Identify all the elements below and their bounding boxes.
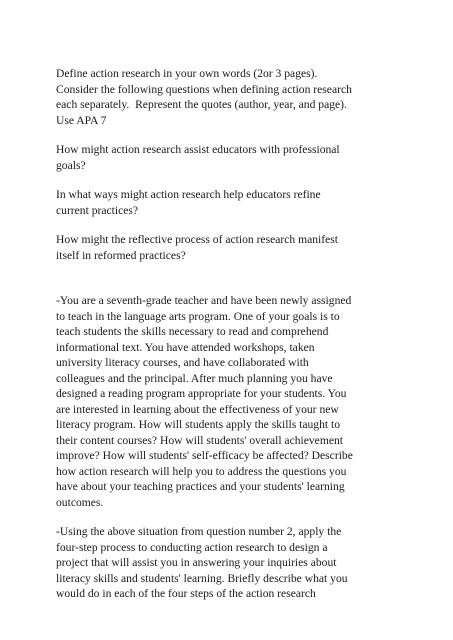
text-line: Consider the following questions when defining action research: [56, 82, 352, 96]
text-line: would do in each of the four steps of the action research: [56, 587, 316, 600]
text-line: literacy program. How will students apply the skills taught to: [56, 418, 341, 431]
text-line: are interested in learning about the effectiveness of your new: [56, 402, 339, 416]
document-body: [56, 66, 406, 602]
paragraph-spacer: [56, 173, 406, 187]
text-line: university literacy courses, and have collaborated with: [56, 356, 309, 369]
paragraph-spacer: [56, 128, 406, 142]
text-line: In what ways might action research help educators refine: [56, 188, 321, 201]
four-step-paragraph: [56, 524, 406, 602]
paragraph-spacer: [56, 263, 406, 293]
text-line: outcomes.: [56, 495, 104, 509]
question-paragraph-1: [56, 142, 406, 173]
text-line: itself in reformed practices?: [56, 248, 186, 262]
text-line: informational text. You have attended workshops, taken: [56, 340, 315, 354]
text-line: -You are a seventh-grade teacher and have been newly assigned: [56, 294, 352, 307]
text-line: Define action research in your own words (2or 3 pages).: [56, 67, 318, 80]
text-line: How might the reflective process of action research manifest: [56, 233, 339, 246]
text-line: project that will assist you in answering your inquiries about: [56, 556, 337, 569]
text-line: each separately. Represent the quotes (author, year, and page).: [56, 98, 347, 111]
text-line: goals?: [56, 158, 86, 172]
assignment-instructions-paragraph: [56, 66, 406, 128]
scenario-paragraph: [56, 293, 406, 510]
text-line: four-step process to conducting action research to design a: [56, 540, 328, 554]
question-paragraph-3: [56, 232, 406, 263]
text-line: improve? How will students' self-efficacy be affected? Describe: [56, 449, 353, 462]
paragraph-spacer: [56, 218, 406, 232]
text-line: their content courses? How will students' overall achievement: [56, 433, 344, 447]
text-line: literacy skills and students' learning. Briefly describe what you: [56, 571, 348, 585]
text-line: how action research will help you to address the questions you: [56, 464, 347, 478]
text-line: -Using the above situation from question number 2, apply the: [56, 525, 342, 538]
question-paragraph-2: [56, 187, 406, 218]
text-line: have about your teaching practices and your students' learning: [56, 480, 345, 493]
text-line: current practices?: [56, 203, 139, 217]
text-line: to teach in the language arts program. One of your goals is to: [56, 309, 340, 323]
text-line: How might action research assist educators with professional: [56, 143, 340, 156]
text-line: designed a reading program appropriate for your students. You: [56, 387, 347, 400]
text-line: colleagues and the principal. After much planning you have: [56, 371, 333, 385]
text-line: teach students the skills necessary to read and comprehend: [56, 325, 329, 338]
paragraph-spacer: [56, 510, 406, 524]
text-line: Use APA 7: [56, 113, 107, 127]
